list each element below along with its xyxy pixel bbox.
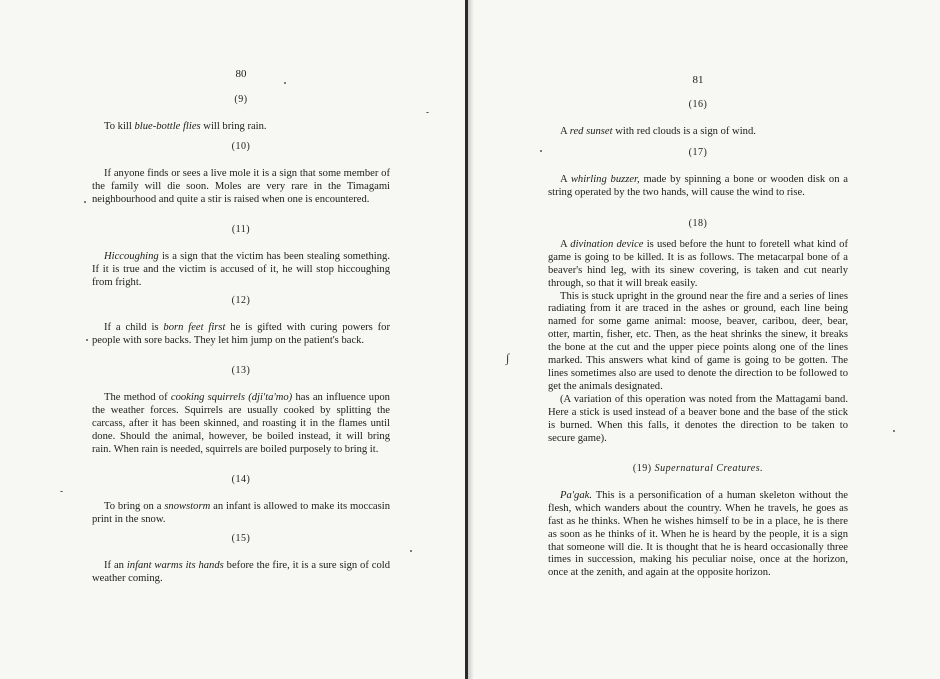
entry-17 <box>548 147 848 200</box>
entry-text: If a child is born feet first he is gifted with curing powers for people with sore backs. They let him jump on the patient's back. <box>92 321 390 346</box>
entry-16 <box>548 99 848 139</box>
page-number: 80 <box>235 68 247 80</box>
scan-speck <box>410 550 412 552</box>
entry-text: Pa'gak. This is a personification of a human skeleton without the flesh, which wanders about the country. When he travels, he goes as fast as he thinks. When he wishes himself to be in a place, he is there as soon as he thinks of it. When he is heard by the people, it is a sign that someone will die. It is thought that he is heard occasionally three times in succession, making his peculiar noise, once at the horizon, once at the zenith, and again at the opposite horizon. <box>548 489 848 579</box>
entry-number: (11) <box>231 224 251 235</box>
entry-9 <box>92 94 390 134</box>
entry-number: (16) <box>688 99 708 110</box>
scan-speck <box>84 201 86 203</box>
entry-text: This is stuck upright in the ground near the fire and a series of lines radiating from it are traced in the ashes or ground, each line being named for some game animal: moose, beaver, caribou, deer, bear, otter, martin, fisher, etc. Then, as the heat shrinks the sinew, it breaks the bone at the cut and the upper piece points along one of the lines marked. This answers what kind of game is going to be gotten. The lines sometimes also are used to denote the direction to be followed to get the animals designated. <box>548 290 848 392</box>
entry-text: The method of cooking squirrels (dji'ta'mo) has an influence upon the weather forces. Squirrels are usually cooked by splitting the carcass, after it has been skinned, and roasting it in the flames until done. Should the animal, however, be boiled instead, it will bring rain. When rain is needed, squirrels are boiled purposely to bring it. <box>92 391 390 455</box>
scan-speck <box>60 491 63 492</box>
section-heading: (19) Supernatural Creatures. <box>632 463 764 474</box>
entry-number: (14) <box>231 474 251 485</box>
entry-text: To bring on a snowstorm an infant is allowed to make its moccasin print in the snow. <box>92 500 390 525</box>
scan-speck <box>86 339 88 341</box>
entry-text: A whirling buzzer, made by spinning a bone or wooden disk on a string operated by the two hands, will cause the wind to rise. <box>548 173 848 198</box>
entry-number: (12) <box>231 295 251 306</box>
entry-text: Hiccoughing is a sign that the victim has been stealing something. If it is true and the victim is accused of it, he will stop hiccoughing from fright. <box>92 250 390 288</box>
entry-number: (15) <box>231 533 251 544</box>
entry-text: (A variation of this operation was noted from the Mattagami band. Here a stick is used instead of a beaver bone and the base of the stick is burned. When this falls, it denotes the direction to be taken to secure game). <box>548 393 848 444</box>
margin-pen-mark: ∫ <box>506 351 510 365</box>
entry-text: If anyone finds or sees a live mole it is a sign that some member of the family will die soon. Moles are very rare in the Timagami neighbourhood and quite a stir is raised when one is encountered. <box>92 167 390 205</box>
entry-text: If an infant warms its hands before the fire, it is a sure sign of cold weather coming. <box>92 559 390 584</box>
scan-speck <box>893 430 895 432</box>
entry-number: (10) <box>231 141 251 152</box>
entry-number: (18) <box>688 218 708 229</box>
entry-text: A divination device is used before the hunt to foretell what kind of game is going to be killed. It is as follows. The metacarpal bone of a beaver's hind leg, with its sinew covering, is taken and cut nearly through, so that it will break easily. <box>548 238 848 289</box>
entry-19 <box>548 463 848 580</box>
entry-number: (13) <box>231 365 251 376</box>
entry-15 <box>92 533 390 586</box>
scan-speck <box>284 82 286 84</box>
entry-number: (9) <box>234 94 248 105</box>
scan-speck <box>426 112 429 113</box>
entry-18 <box>548 218 848 445</box>
entry-10 <box>92 141 390 207</box>
entry-number: (17) <box>688 147 708 158</box>
entry-13 <box>92 365 390 456</box>
page-number: 81 <box>692 74 704 86</box>
entry-text: A red sunset with red clouds is a sign of wind. <box>560 125 756 137</box>
scan-speck <box>540 150 542 152</box>
entry-12 <box>92 295 390 348</box>
gutter-shadow <box>468 0 474 679</box>
entry-text: To kill blue-bottle flies will bring rain. <box>104 120 267 132</box>
entry-14 <box>92 474 390 527</box>
entry-11 <box>92 224 390 290</box>
